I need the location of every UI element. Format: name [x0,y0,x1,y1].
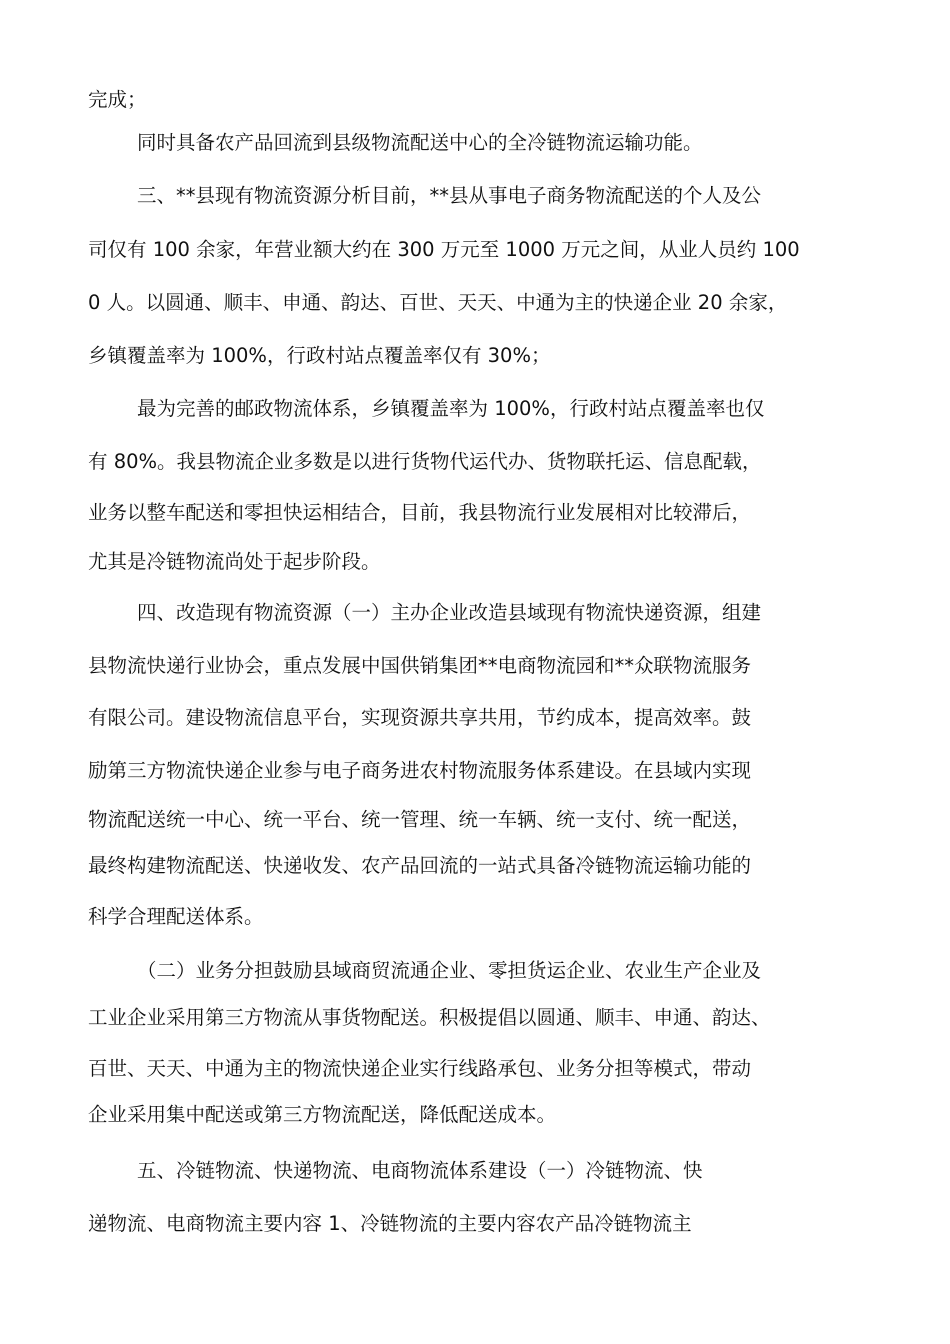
text-line: 三、**县现有物流资源分析目前，**县从事电子商务物流配送的个人及公 [137,184,762,207]
text-line: 最为完善的邮政物流体系，乡镇覆盖率为 100%，行政村站点覆盖率也仅 [137,397,765,420]
text-line: 有 80%。我县物流企业多数是以进行货物代运代办、货物联托运、信息配载， [88,450,762,473]
text-line: 0 人。以圆通、顺丰、申通、韵达、百世、天天、中通为主的快递企业 20 余家， [88,291,788,314]
text-line: 物流配送统一中心、统一平台、统一管理、统一车辆、统一支付、统一配送， [88,808,752,831]
text-line: 尤其是冷链物流尚处于起步阶段。 [88,550,381,573]
text-line: 业务以整车配送和零担快运相结合，目前，我县物流行业发展相对比较滞后， [88,501,752,524]
text-line: 四、改造现有物流资源（一）主办企业改造县域现有物流快递资源，组建 [137,601,762,624]
text-line: 科学合理配送体系。 [88,905,264,928]
text-line: 百世、天天、中通为主的物流快递企业实行线路承包、业务分担等模式，带动 [88,1057,752,1080]
text-line: 司仅有 100 余家，年营业额大约在 300 万元至 1000 万元之间，从业人员约 100 [88,238,800,261]
text-line: （二）业务分担鼓励县域商贸流通企业、零担货运企业、农业生产企业及 [137,959,762,982]
text-line: 企业采用集中配送或第三方物流配送，降低配送成本。 [88,1103,557,1126]
text-line: 励第三方物流快递企业参与电子商务进农村物流服务体系建设。在县域内实现 [88,759,752,782]
text-line: 五、冷链物流、快递物流、电商物流体系建设（一）冷链物流、快 [137,1159,703,1182]
text-line: 有限公司。建设物流信息平台，实现资源共享共用，节约成本，提高效率。鼓 [88,706,752,729]
text-line: 工业企业采用第三方物流从事货物配送。积极提倡以圆通、顺丰、申通、韵达、 [88,1006,771,1029]
text-line: 完成； [88,88,147,111]
text-line: 乡镇覆盖率为 100%，行政村站点覆盖率仅有 30%； [88,344,551,367]
text-line: 最终构建物流配送、快递收发、农产品回流的一站式具备冷链物流运输功能的 [88,854,752,877]
text-line: 递物流、电商物流主要内容 1、冷链物流的主要内容农产品冷链物流主 [88,1212,692,1235]
text-line: 同时具备农产品回流到县级物流配送中心的全冷链物流运输功能。 [137,131,703,154]
text-line: 县物流快递行业协会，重点发展中国供销集团**电商物流园和**众联物流服务 [88,654,752,677]
